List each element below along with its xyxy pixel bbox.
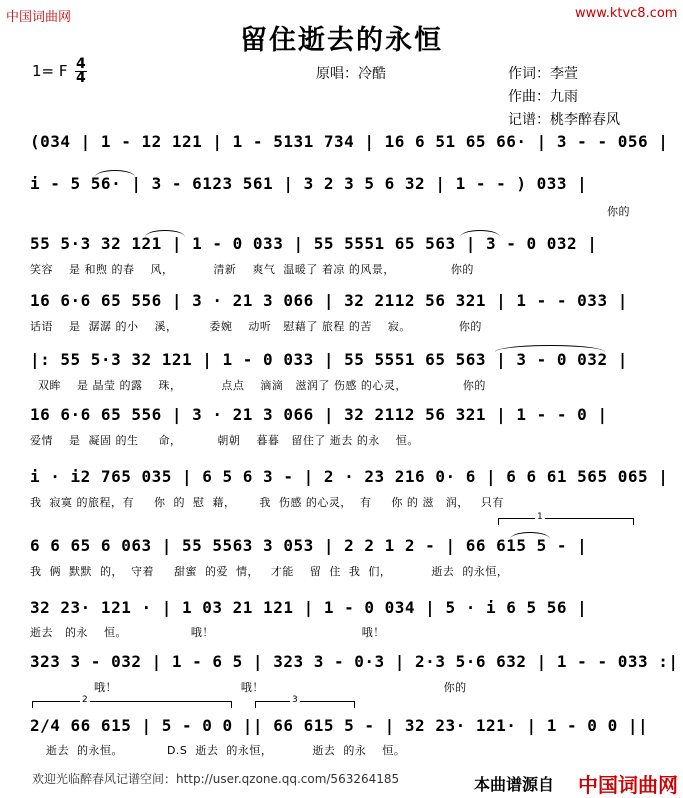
score-line-9: 32 23· 121 · | 1 03 21 121 | 1 - 0 034 | 5 · i 6 5 56 | [30,598,588,617]
score-line-5: |: 55 5·3 32 121 | 1 - 0 033 | 55 5551 65 563 | 3 - 0 032 | [30,350,628,369]
song-title: 留住逝去的永恒 [240,25,443,56]
score-line-11: 2/4 66 615 | 5 - 0 0 || 66 615 5 - | 32 23· 121· | 1 - 0 0 || [30,716,649,735]
score-line-1: (034 | 1 - 12 121 | 1 - 5131 734 | 16 6 51 65 66· | 3 - - 056 | [30,132,669,151]
watermark-right: www.ktvc8.com [575,6,678,21]
score-line-10: 323 3 - 032 | 1 - 6 5 | 323 3 - 0·3 | 2·3 5·6 632 | 1 - - 033 :| [30,652,679,671]
volta-label-3: 3 [292,695,298,705]
slur-mark [495,345,605,352]
lyricist: 作词：李萱 [508,66,578,82]
score-line-2: i - 5 56· | 3 - 6123 561 | 3 2 3 5 6 32 | 1 - - ) 033 | [30,174,588,193]
lyric-line-4: 话语 是 潺潺 的小 溪， 委婉 动听 慰藉了 旅程 的苦 寂。 你的 [30,320,482,333]
volta-bracket-3 [255,701,355,702]
footer-source-label: 本曲谱源自 [474,775,555,794]
score-line-7: i · i2 765 035 | 6 5 6 3 - | 2 · 23 216 0· 6 | 6 6 61 565 065 | [30,467,669,486]
slur-mark [510,532,550,539]
lyric-line-10: 哦！ 哦！ 你的 [30,681,467,694]
time-signature [76,58,86,85]
footer-visit-text: 欢迎光临醉春风记谱空间：http://user.qzone.qq.com/563264185 [32,772,400,786]
time-signature-top: 4 [76,56,86,72]
slur-mark [95,170,135,177]
score-line-3: 55 5·3 32 121 | 1 - 0 033 | 55 5551 65 563 | 3 - 0 032 | [30,234,598,253]
volta-label-2: 2 [82,695,88,705]
transcriber: 记谱：桃李醉春风 [508,112,620,128]
key-signature: 1= F [32,62,68,80]
footer-brand: 中国词曲网 [578,773,678,797]
lyric-line-2: 你的 [607,205,630,218]
slur-mark [460,230,500,237]
time-signature-bottom: 4 [76,70,86,86]
lyric-line-7: 我 寂寞 的旅程，有 你 的 慰 藉， 我 伤感 的心灵， 有 你 的 滋 润， 只有 [30,496,504,509]
score-line-6: 16 6·6 65 556 | 3 · 21 3 066 | 32 2112 56 321 | 1 - - 0 | [30,405,608,424]
slur-mark [145,230,185,237]
volta-bracket-2 [32,701,232,702]
watermark-left: 中国词曲网 [6,10,72,25]
lyric-line-8: 我 俩 默默 的， 守着 甜蜜 的爱 情， 才能 留 住 我 们， 逝去 的永恒， [30,565,509,578]
lyric-line-11: 逝去 的永恒。 D.S 逝去 的永恒， 逝去 的永 恒。 [46,744,406,757]
original-singer: 原唱：冷酷 [316,66,386,82]
score-line-4: 16 6·6 65 556 | 3 · 21 3 066 | 32 2112 56 321 | 1 - - 033 | [30,291,628,310]
lyric-line-6: 爱情 是 凝固 的生 命， 朝朝 暮暮 留住了 逝去 的永 恒。 [30,434,419,447]
lyric-line-9: 逝去 的永 恒。 哦！ 哦！ [30,626,385,639]
composer: 作曲：九雨 [508,89,578,105]
volta-label-1: 1 [537,512,543,522]
volta-bracket-1 [498,518,634,519]
lyric-line-3: 笑容 是 和煦 的春 风， 清新 爽气 温暖了 着凉 的风景， 你的 [30,263,474,276]
score-line-8: 6 6 65 6 063 | 55 5563 3 053 | 2 2 1 2 - | 66 615 5 - | [30,536,588,555]
lyric-line-5: 双眸 是 晶莹 的露 珠， 点点 滴滴 滋润了 伤感 的心灵， 你的 [30,379,486,392]
